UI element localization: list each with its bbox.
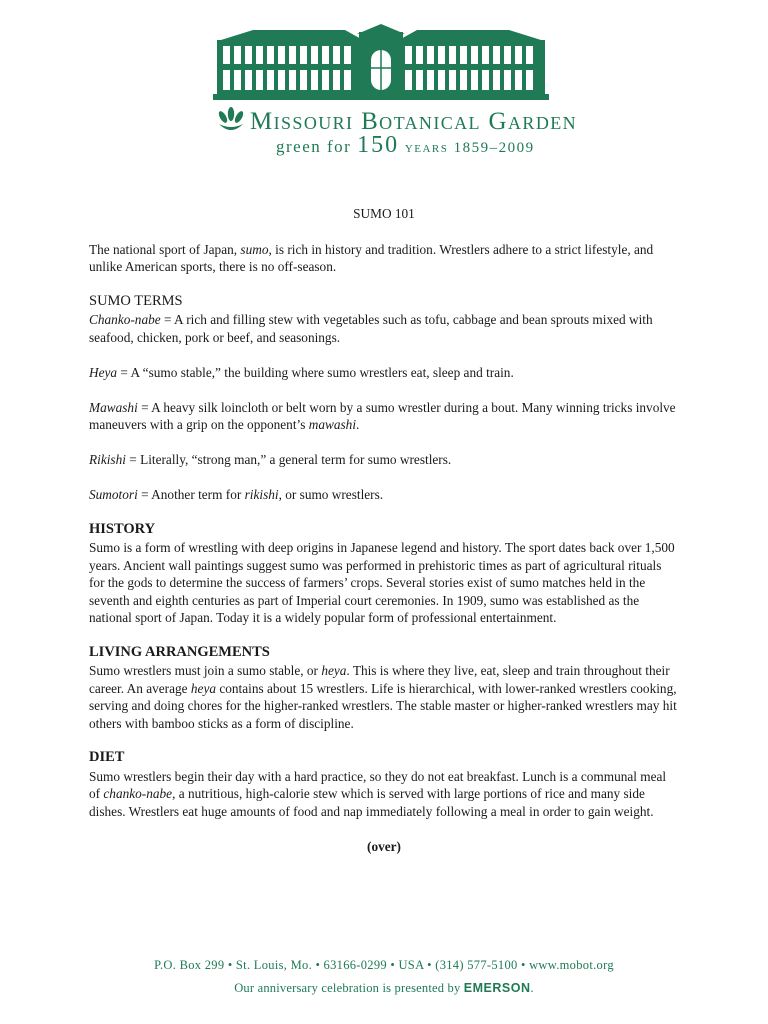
footer bbox=[0, 958, 768, 996]
diet-text-end: , a nutritious, high-calorie stew which is served with large portions of rice and many side dishes. Wrestlers eat huge amounts of food and nap immediately following a meal in order to gain weight. bbox=[89, 786, 654, 819]
history-heading: HISTORY bbox=[89, 520, 156, 537]
intro-text-start: The national sport of Japan, bbox=[89, 241, 241, 257]
diet-heading: DIET bbox=[89, 749, 125, 765]
term-entry bbox=[89, 399, 679, 434]
sponsor-text: Our anniversary celebration is presented by bbox=[234, 981, 464, 995]
letterhead bbox=[0, 0, 768, 170]
term-tail: , or sumo wrestlers. bbox=[278, 487, 384, 502]
diet-paragraph bbox=[89, 768, 679, 821]
tagline-years: years 1859–2009 bbox=[404, 140, 535, 156]
diet-italic-term: chanko-nabe bbox=[103, 786, 173, 801]
sponsor-period: . bbox=[530, 981, 534, 995]
living-text-end: contains about 15 wrestlers. Life is hierarchical, with lower-ranked wrestlers cooking, serving and doing chores for the higher-ranked wrestlers. The stable master or higher-ranked wrestlers may hit others with bamboo sticks as a form of discipline. bbox=[89, 680, 677, 731]
building-logo bbox=[213, 24, 549, 100]
tagline-number: 150 bbox=[357, 132, 400, 158]
term-definition: = A “sumo stable,” the building where sumo wrestlers eat, sleep and train. bbox=[117, 364, 514, 380]
terms-list bbox=[89, 311, 679, 504]
diet-text-start: Sumo wrestlers begin their day with a hard practice, so they do not eat breakfast. Lunch is a communal meal of bbox=[89, 768, 667, 801]
tagline-prefix: green for bbox=[276, 137, 352, 156]
term-definition: = Another term for bbox=[137, 487, 245, 502]
contact-address: P.O. Box 299 • St. Louis, Mo. • 63166-0299 • USA • (314) 577-5100 • www.mobot.org bbox=[154, 958, 614, 972]
living-italic-heya: heya bbox=[321, 663, 347, 678]
intro-italic-term: sumo bbox=[240, 241, 269, 257]
term-italic-tail: rikishi bbox=[244, 487, 279, 502]
term-tail: . bbox=[356, 417, 360, 432]
history-paragraph: Sumo is a form of wrestling with deep origins in Japanese legend and history. The sport dates back over 1,500 years. Ancient wall paintings suggest sumo was performed in prehistoric times as part of agricultural rituals for the gods to determine the success of farmers’ crops. Several stories exist of sumo matches held in the seventh and eighth centuries as part of Imperial court ceremonies. In 1909, sumo was established as the national sport of Japan. Today it is a widely popular form of professional entertainment. bbox=[89, 540, 675, 625]
term-word: Chanko-nabe bbox=[89, 312, 161, 327]
term-definition: = A rich and filling stew with vegetables such as tofu, cabbage and bean sprouts mixed with seafood, chicken, pork or beef, and seasonings. bbox=[89, 312, 653, 345]
document-body bbox=[89, 205, 679, 856]
term-word: Mawashi bbox=[89, 399, 138, 415]
living-text-start: Sumo wrestlers must join a sumo stable, or bbox=[89, 663, 322, 678]
living-heading: LIVING ARRANGEMENTS bbox=[89, 643, 270, 660]
living-text-mid: . This is where they live, eat, sleep and train throughout their career. An average bbox=[89, 663, 670, 696]
document-title: SUMO 101 bbox=[353, 206, 415, 221]
flower-emblem-icon bbox=[216, 106, 246, 134]
anniversary-tagline bbox=[276, 132, 535, 159]
term-word: Rikishi bbox=[89, 452, 126, 467]
intro-text-end: , is rich in history and tradition. Wrestlers adhere to a strict lifestyle, and unlike American sports, there is no off-season. bbox=[89, 241, 654, 274]
term-word: Heya bbox=[89, 364, 118, 380]
term-word: Sumotori bbox=[89, 487, 138, 502]
term-definition: = A heavy silk loincloth or belt worn by a sumo wrestler during a bout. Many winning tricks involve maneuvers with a grip on the opponent’s bbox=[89, 399, 676, 432]
term-definition: = Literally, “strong man,” a general term for sumo wrestlers. bbox=[125, 452, 452, 467]
term-entry bbox=[89, 364, 679, 382]
over-indicator: (over) bbox=[367, 839, 401, 854]
living-italic-heya-2: heya bbox=[190, 680, 216, 696]
term-entry bbox=[89, 486, 679, 504]
organization-name: Missouri Botanical Garden bbox=[250, 108, 578, 135]
living-paragraph bbox=[89, 662, 679, 732]
term-entry bbox=[89, 311, 679, 346]
term-entry bbox=[89, 451, 679, 469]
sponsor-line bbox=[0, 981, 768, 996]
sponsor-brand: EMERSON bbox=[463, 981, 531, 995]
intro-paragraph bbox=[89, 241, 679, 276]
term-italic-tail: mawashi bbox=[308, 417, 357, 432]
terms-heading: SUMO TERMS bbox=[89, 292, 183, 309]
